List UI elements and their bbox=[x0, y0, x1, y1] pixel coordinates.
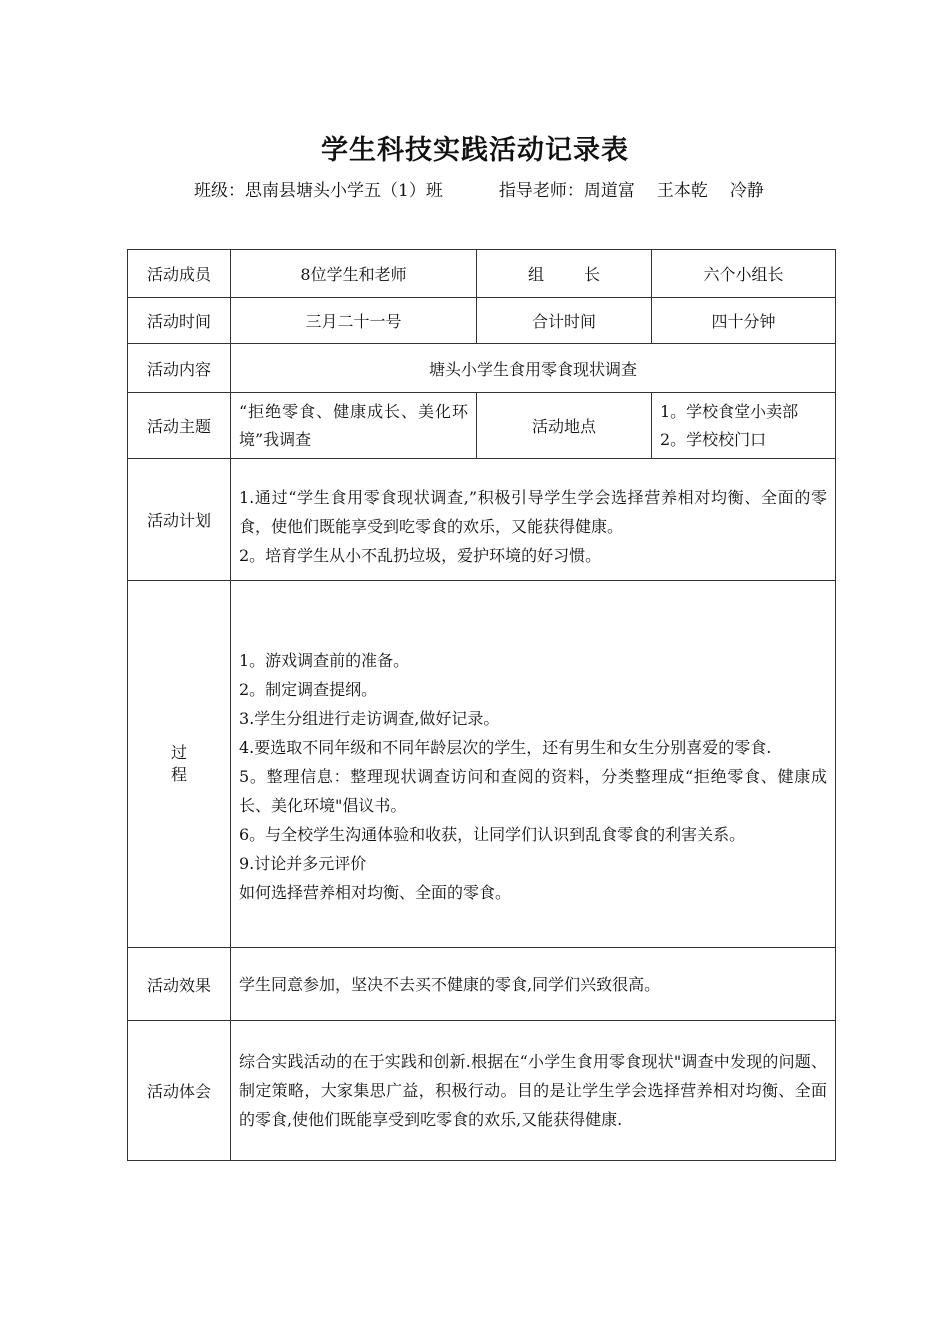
table-row bbox=[128, 393, 836, 459]
theme-value: “拒绝零食、健康成长、美化环境”我调查 bbox=[231, 393, 477, 459]
plan-label: 活动计划 bbox=[128, 459, 231, 581]
location-2: 2。学校校门口 bbox=[660, 429, 767, 449]
table-row bbox=[128, 948, 836, 1021]
document-title: 学生科技实践活动记录表 bbox=[321, 135, 629, 166]
effect-label: 活动效果 bbox=[128, 948, 231, 1021]
process-item-8: 如何选择营养相对均衡、全面的零食。 bbox=[239, 882, 512, 902]
class-info: 班级：思南县塘头小学五（1）班 bbox=[194, 181, 443, 201]
plan-1: 1.通过“学生食用零食现状调查,”积极引导学生学会选择营养相对均衡、全面的零食，使他们既能享受到吃零食的欢乐，又能获得健康。 bbox=[239, 487, 827, 536]
members-label: 活动成员 bbox=[128, 250, 231, 298]
table-row bbox=[128, 581, 836, 948]
table-row bbox=[128, 459, 836, 581]
content-value: 塘头小学生食用零食现状调查 bbox=[231, 344, 836, 393]
members-value: 8位学生和老师 bbox=[231, 250, 477, 298]
teacher-info: 指导老师：周道富 bbox=[498, 181, 635, 201]
location-value bbox=[652, 393, 836, 459]
leader-label bbox=[477, 250, 652, 298]
theme-label: 活动主题 bbox=[128, 393, 231, 459]
teacher-3: 冷静 bbox=[729, 181, 764, 201]
reflection-value: 综合实践活动的在于实践和创新.根据在“小学生食用零食现状"调查中发现的问题、制定策略，大家集思广益，积极行动。目的是让学生学会选择营养相对均衡、全面的零食,使他们既能享受到吃零食的欢乐,又能获得健康. bbox=[231, 1021, 836, 1161]
process-item-1: 1。游戏调查前的准备。 bbox=[239, 650, 410, 670]
table-row bbox=[128, 1021, 836, 1161]
process-item-4: 4.要选取不同年级和不同年龄层次的学生，还有男生和女生分别喜爱的零食. bbox=[239, 737, 772, 757]
plan-value bbox=[231, 459, 836, 581]
process-item-7: 9.讨论并多元评价 bbox=[239, 853, 367, 873]
leader-value: 六个小组长 bbox=[652, 250, 836, 298]
process-label-text: 过程 bbox=[170, 743, 187, 784]
time-label: 活动时间 bbox=[128, 298, 231, 344]
reflection-label: 活动体会 bbox=[128, 1021, 231, 1161]
header-info bbox=[146, 178, 816, 205]
record-table bbox=[127, 249, 836, 1161]
table-row bbox=[128, 344, 836, 393]
effect-value: 学生同意参加，坚决不去买不健康的零食,同学们兴致很高。 bbox=[231, 948, 836, 1021]
total-time-value: 四十分钟 bbox=[652, 298, 836, 344]
plan-2: 2。培育学生从小不乱扔垃圾，爱护环境的好习惯。 bbox=[239, 545, 602, 565]
process-item-2: 2。制定调查提纲。 bbox=[239, 679, 378, 699]
location-label: 活动地点 bbox=[477, 393, 652, 459]
leader-label-text: 组长 bbox=[527, 265, 640, 284]
process-value bbox=[231, 581, 836, 948]
process-item-3: 3.学生分组进行走访调查,做好记录。 bbox=[239, 708, 500, 728]
table-row bbox=[128, 298, 836, 344]
table-row bbox=[128, 250, 836, 298]
content-label: 活动内容 bbox=[128, 344, 231, 393]
time-value: 三月二十一号 bbox=[231, 298, 477, 344]
process-item-5: 5。整理信息：整理现状调查访问和查阅的资料，分类整理成“拒绝零食、健康成长、美化环境"倡议书。 bbox=[239, 766, 827, 815]
location-1: 1。学校食堂小卖部 bbox=[660, 401, 799, 421]
process-item-6: 6。与全校学生沟通体验和收获，让同学们认识到乱食零食的利害关系。 bbox=[239, 824, 746, 844]
total-time-label: 合计时间 bbox=[477, 298, 652, 344]
process-label bbox=[128, 581, 231, 948]
teacher-2: 王本乾 bbox=[656, 181, 708, 201]
